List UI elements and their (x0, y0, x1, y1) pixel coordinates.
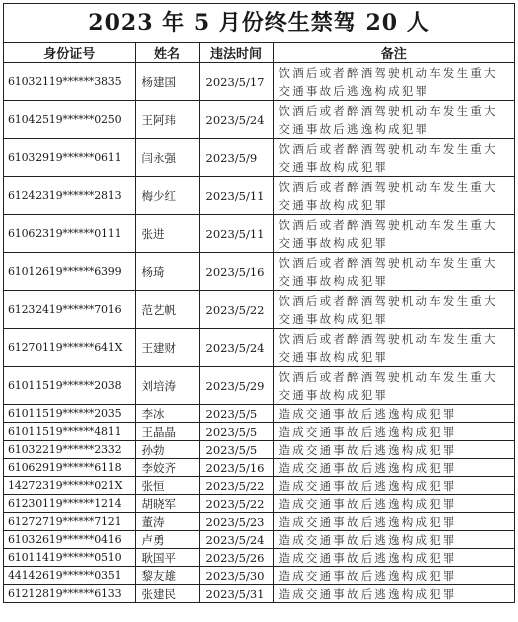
table-row (4, 177, 514, 215)
cell-id-number: 61232419******7016 (4, 291, 135, 329)
cell-violation-date: 2023/5/9 (199, 139, 273, 177)
cell-violation-date: 2023/5/16 (199, 459, 273, 477)
cell-violation-date: 2023/5/26 (199, 549, 273, 567)
cell-name: 董涛 (135, 513, 199, 531)
cell-id-number: 61272719******7121 (4, 513, 135, 531)
cell-note: 造成交通事故后逃逸构成犯罪 (273, 405, 514, 423)
cell-violation-date: 2023/5/11 (199, 215, 273, 253)
cell-id-number: 61032219******2332 (4, 441, 135, 459)
cell-note: 造成交通事故后逃逸构成犯罪 (273, 423, 514, 441)
cell-id-number: 61012619******6399 (4, 253, 135, 291)
cell-name: 张进 (135, 215, 199, 253)
cell-note: 造成交通事故后逃逸构成犯罪 (273, 441, 514, 459)
table-row (4, 367, 514, 405)
cell-id-number: 61011419******0510 (4, 549, 135, 567)
cell-id-number: 44142619******0351 (4, 567, 135, 585)
cell-id-number: 61062919******6118 (4, 459, 135, 477)
column-header-date: 违法时间 (199, 43, 273, 63)
cell-name: 孙勃 (135, 441, 199, 459)
table-row (4, 329, 514, 367)
cell-note: 造成交通事故后逃逸构成犯罪 (273, 549, 514, 567)
header-row (4, 43, 514, 63)
cell-name: 闫永强 (135, 139, 199, 177)
cell-name: 王晶晶 (135, 423, 199, 441)
cell-name: 张恒 (135, 477, 199, 495)
cell-name: 张建民 (135, 585, 199, 603)
cell-id-number: 14272319******021X (4, 477, 135, 495)
cell-note: 造成交通事故后逃逸构成犯罪 (273, 477, 514, 495)
cell-name: 王阿玮 (135, 101, 199, 139)
cell-id-number: 61032119******3835 (4, 63, 135, 101)
cell-violation-date: 2023/5/5 (199, 423, 273, 441)
cell-violation-date: 2023/5/24 (199, 101, 273, 139)
cell-name: 李姣齐 (135, 459, 199, 477)
cell-note: 造成交通事故后逃逸构成犯罪 (273, 567, 514, 585)
cell-id-number: 61011519******4811 (4, 423, 135, 441)
cell-violation-date: 2023/5/30 (199, 567, 273, 585)
cell-note: 饮酒后或者醉酒驾驶机动车发生重大交通事故构成犯罪 (273, 367, 514, 405)
cell-violation-date: 2023/5/16 (199, 253, 273, 291)
ban-list-table (4, 43, 514, 602)
cell-note: 造成交通事故后逃逸构成犯罪 (273, 513, 514, 531)
cell-note: 造成交通事故后逃逸构成犯罪 (273, 495, 514, 513)
cell-id-number: 61062319******0111 (4, 215, 135, 253)
table-row (4, 585, 514, 603)
cell-id-number: 61230119******1214 (4, 495, 135, 513)
cell-name: 李冰 (135, 405, 199, 423)
table-row (4, 441, 514, 459)
cell-violation-date: 2023/5/31 (199, 585, 273, 603)
table-row (4, 531, 514, 549)
cell-violation-date: 2023/5/5 (199, 405, 273, 423)
table-row (4, 495, 514, 513)
column-header-note: 备注 (273, 43, 514, 63)
cell-name: 胡晓军 (135, 495, 199, 513)
cell-name: 黎友雄 (135, 567, 199, 585)
cell-id-number: 61212819******6133 (4, 585, 135, 603)
table-row (4, 567, 514, 585)
table-row (4, 513, 514, 531)
cell-violation-date: 2023/5/5 (199, 441, 273, 459)
cell-name: 杨琦 (135, 253, 199, 291)
table-body (4, 63, 514, 603)
table-row (4, 423, 514, 441)
cell-violation-date: 2023/5/29 (199, 367, 273, 405)
table-row (4, 549, 514, 567)
cell-note: 饮酒后或者醉酒驾驶机动车发生重大交通事故构成犯罪 (273, 329, 514, 367)
cell-id-number: 61032919******0611 (4, 139, 135, 177)
cell-name: 王建财 (135, 329, 199, 367)
cell-note: 饮酒后或者醉酒驾驶机动车发生重大交通事故后逃逸构成犯罪 (273, 101, 514, 139)
cell-violation-date: 2023/5/11 (199, 177, 273, 215)
page-title: 2023 年 5 月份终生禁驾 20 人 (4, 4, 514, 43)
cell-id-number: 61042519******0250 (4, 101, 135, 139)
cell-note: 造成交通事故后逃逸构成犯罪 (273, 531, 514, 549)
cell-name: 范艺帆 (135, 291, 199, 329)
cell-violation-date: 2023/5/22 (199, 291, 273, 329)
table-row (4, 139, 514, 177)
cell-name: 杨建国 (135, 63, 199, 101)
cell-note: 饮酒后或者醉酒驾驶机动车发生重大交通事故构成犯罪 (273, 215, 514, 253)
table-row (4, 253, 514, 291)
cell-note: 饮酒后或者醉酒驾驶机动车发生重大交通事故后逃逸构成犯罪 (273, 63, 514, 101)
cell-id-number: 61011519******2035 (4, 405, 135, 423)
cell-violation-date: 2023/5/17 (199, 63, 273, 101)
cell-name: 卢勇 (135, 531, 199, 549)
cell-note: 造成交通事故后逃逸构成犯罪 (273, 585, 514, 603)
table-row (4, 477, 514, 495)
ban-list-sheet (3, 3, 515, 603)
table-row (4, 459, 514, 477)
cell-note: 饮酒后或者醉酒驾驶机动车发生重大交通事故构成犯罪 (273, 291, 514, 329)
table-row (4, 215, 514, 253)
cell-violation-date: 2023/5/24 (199, 531, 273, 549)
cell-name: 梅少红 (135, 177, 199, 215)
column-header-name: 姓名 (135, 43, 199, 63)
cell-note: 造成交通事故后逃逸构成犯罪 (273, 459, 514, 477)
cell-violation-date: 2023/5/22 (199, 495, 273, 513)
table-row (4, 101, 514, 139)
table-row (4, 291, 514, 329)
cell-note: 饮酒后或者醉酒驾驶机动车发生重大交通事故构成犯罪 (273, 253, 514, 291)
cell-id-number: 61032619******0416 (4, 531, 135, 549)
cell-name: 耿国平 (135, 549, 199, 567)
cell-id-number: 61242319******2813 (4, 177, 135, 215)
cell-note: 饮酒后或者醉酒驾驶机动车发生重大交通事故构成犯罪 (273, 139, 514, 177)
cell-name: 刘培涛 (135, 367, 199, 405)
table-row (4, 63, 514, 101)
column-header-id: 身份证号 (4, 43, 135, 63)
cell-id-number: 61011519******2038 (4, 367, 135, 405)
cell-note: 饮酒后或者醉酒驾驶机动车发生重大交通事故构成犯罪 (273, 177, 514, 215)
cell-violation-date: 2023/5/24 (199, 329, 273, 367)
cell-violation-date: 2023/5/22 (199, 477, 273, 495)
cell-violation-date: 2023/5/23 (199, 513, 273, 531)
table-row (4, 405, 514, 423)
cell-id-number: 61270119******641X (4, 329, 135, 367)
